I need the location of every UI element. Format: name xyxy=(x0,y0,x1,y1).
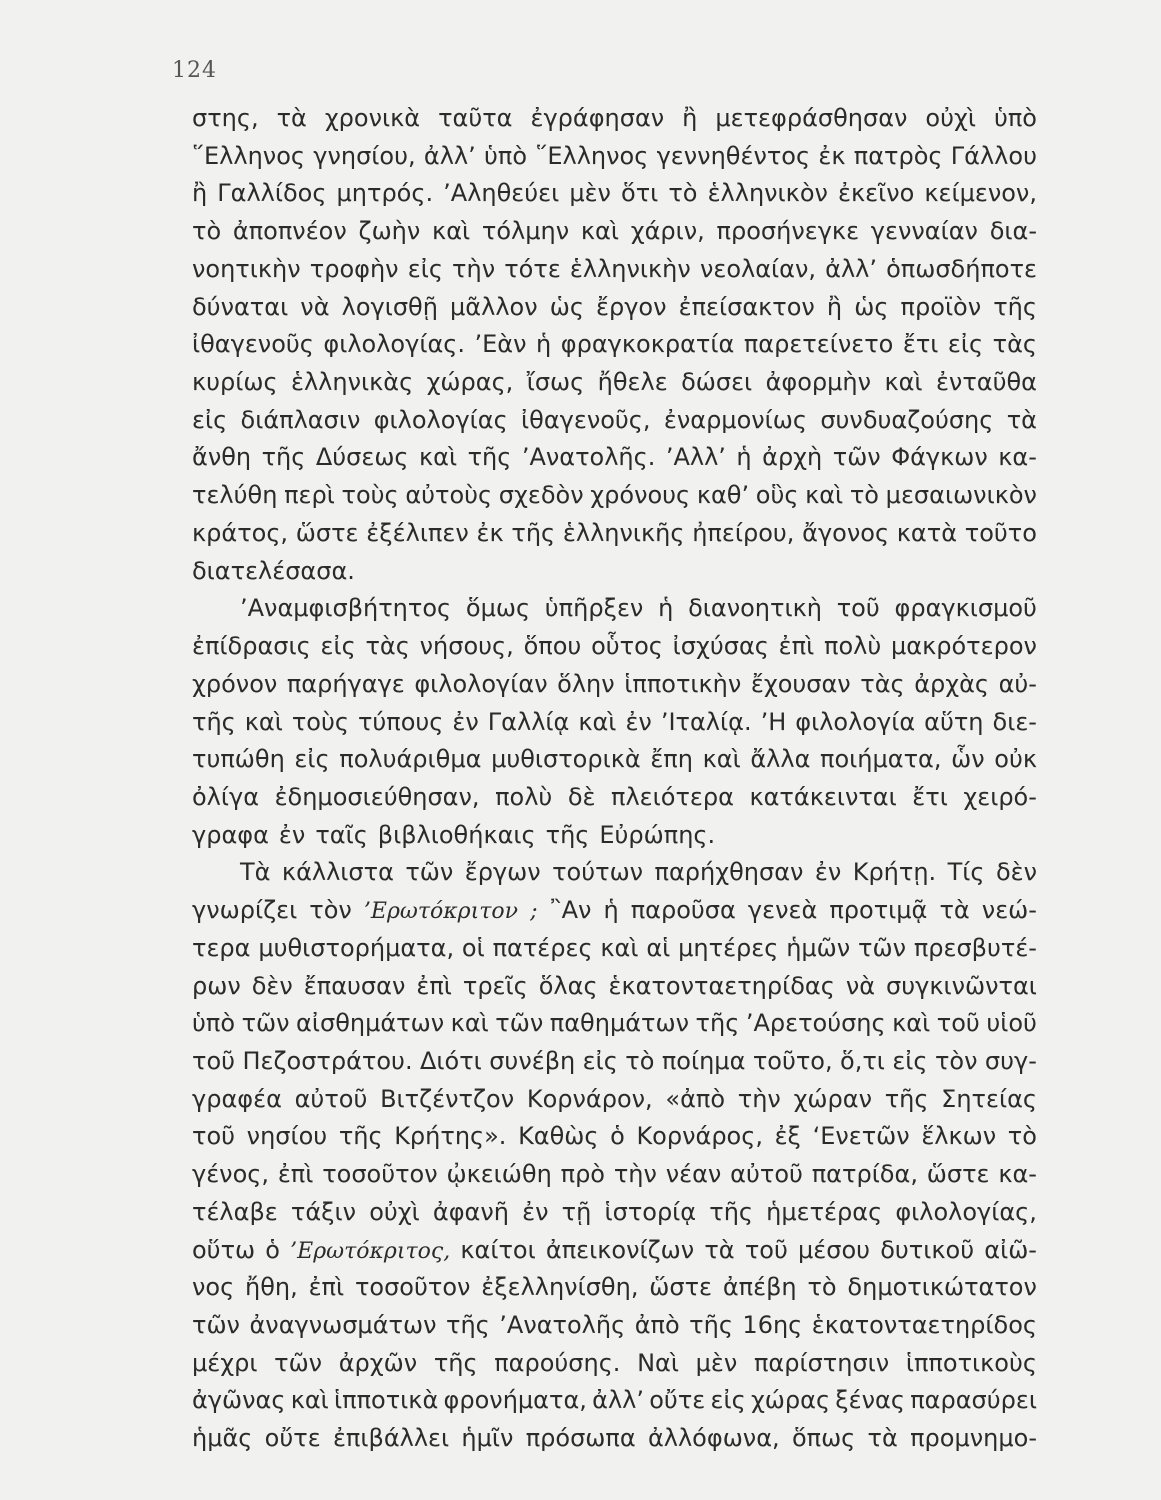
text-line: ἀγῶνας καὶ ἱπποτικὰ φρονήματα, ἀλλ’ οὔτε εἰς χώρας ξένας παρασύρει xyxy=(192,1386,1037,1415)
text-line: ῞Ελληνος γνησίου, ἀλλ’ ὑπὸ ῞Ελληνος γεννηθέντος ἐκ πατρὸς Γάλλου xyxy=(192,141,1037,170)
text-line: στης, τὰ χρονικὰ ταῦτα ἐγράφησαν ἢ μετεφράσθησαν οὐχὶ ὑπὸ xyxy=(192,104,1037,132)
text-line: ἡμᾶς οὔτε ἐπιβάλλει ἡμῖν πρόσωπα ἀλλόφωνα, ὅπως τὰ προμνημο- xyxy=(192,1424,1037,1453)
text-line: τῆς καὶ τοὺς τύπους ἐν Γαλλίᾳ καὶ ἐν ’Ιταλίᾳ. ’Η φιλολογία αὕτη διε- xyxy=(192,707,1037,736)
text-line: γένος, ἐπὶ τοσοῦτον ᾠκειώθη πρὸ τὴν νέαν αὐτοῦ πατρίδα, ὥστε κα- xyxy=(192,1160,1037,1189)
text-line: χρόνον παρήγαγε φιλολογίαν ὅλην ἱπποτικὴν ἔχουσαν τὰς ἀρχὰς αὐ- xyxy=(192,669,1037,698)
text-line: τῶν ἀναγνωσμάτων τῆς ’Ανατολῆς ἀπὸ τῆς 16ης ἑκατονταετηρίδος xyxy=(192,1311,1037,1339)
text-line: διατελέσασα. xyxy=(192,556,355,585)
text-line: κυρίως ἑλληνικὰς χώρας, ἴσως ἤθελε δώσει ἀφορμὴν καὶ ἐνταῦθα xyxy=(192,368,1037,397)
text-line: ὑπὸ τῶν αἰσθημάτων καὶ τῶν παθημάτων τῆς ’Αρετούσης καὶ τοῦ υἱοῦ xyxy=(192,1009,1037,1038)
text-line: τέλαβε τάξιν οὐχὶ ἀφανῆ ἐν τῇ ἱστορίᾳ τῆς ἡμετέρας φιλολογίας, xyxy=(192,1197,1037,1226)
text-line: τὸ ἀποπνέον ζωὴν καὶ τόλμην καὶ χάριν, προσήνεγκε γενναίαν δια- xyxy=(192,217,1037,246)
page-number: 124 xyxy=(172,58,217,83)
text-line: Τὰ κάλλιστα τῶν ἔργων τούτων παρήχθησαν ἐν Κρήτῃ. Τίς δὲν xyxy=(240,858,1037,887)
text-line: μέχρι τῶν ἀρχῶν τῆς παρούσης. Ναὶ μὲν παρίστησιν ἱπποτικοὺς xyxy=(192,1348,1037,1377)
text-line: δύναται νὰ λογισθῇ μᾶλλον ὡς ἔργον ἐπείσακτον ἢ ὡς προϊὸν τῆς xyxy=(192,292,1037,321)
text-line: γραφα ἐν ταῖς βιβλιοθήκαις τῆς Εὐρώπης. xyxy=(192,820,716,849)
text-line: ’Αναμφισβήτητος ὅμως ὑπῆρξεν ἡ διανοητικὴ τοῦ φραγκισμοῦ xyxy=(240,594,1037,623)
text-line: ἄνθη τῆς Δύσεως καὶ τῆς ’Ανατολῆς. ’Αλλ’ ἡ ἀρχὴ τῶν Φάγκων κα- xyxy=(192,443,1037,472)
text-line: νος ἤθη, ἐπὶ τοσοῦτον ἐξελληνίσθη, ὥστε ἀπέβη τὸ δημοτικώτατον xyxy=(192,1273,1037,1302)
text-line: οὕτω ὁ ’Ερωτόκριτος, καίτοι ἀπεικονίζων τὰ τοῦ μέσου δυτικοῦ αἰῶ- xyxy=(192,1235,1037,1264)
text-line: τυπώθη εἰς πολυάριθμα μυθιστορικὰ ἔπη καὶ ἄλλα ποιήματα, ὧν οὐκ xyxy=(192,745,1037,774)
text-line: τοῦ Πεζοστράτου. Διότι συνέβη εἰς τὸ ποίημα τοῦτο, ὅ,τι εἰς τὸν συγ- xyxy=(192,1046,1037,1075)
body-text xyxy=(192,100,1037,1458)
text-line: ἢ Γαλλίδος μητρός. ’Αληθεύει μὲν ὅτι τὸ ἑλληνικὸν ἐκεῖνο κείμενον, xyxy=(192,179,1037,208)
text-line: εἰς διάπλασιν φιλολογίας ἰθαγενοῦς, ἐναρμονίως συνδυαζούσης τὰ xyxy=(192,405,1037,434)
text-line: τοῦ νησίου τῆς Κρήτης». Καθὼς ὁ Κορνάρος, ἐξ ‘Ενετῶν ἕλκων τὸ xyxy=(192,1122,1037,1151)
text-line: τελύθη περὶ τοὺς αὐτοὺς σχεδὸν χρόνους καθ’ οὓς καὶ τὸ μεσαιωνικὸν xyxy=(192,481,1037,510)
text-line: γραφέα αὐτοῦ Βιτζέντζον Κορνάρον, «ἀπὸ τὴν χώραν τῆς Σητείας xyxy=(192,1084,1037,1113)
text-line: τερα μυθιστορήματα, οἱ πατέρες καὶ αἱ μητέρες ἡμῶν τῶν πρεσβυτέ- xyxy=(192,933,1037,962)
text-line: νοητικὴν τροφὴν εἰς τὴν τότε ἑλληνικὴν νεολαίαν, ἀλλ’ ὁπωσδήποτε xyxy=(192,254,1037,283)
text-line: ἐπίδρασις εἰς τὰς νήσους, ὅπου οὗτος ἰσχύσας ἐπὶ πολὺ μακρότερον xyxy=(192,632,1037,661)
text-line: ρων δὲν ἔπαυσαν ἐπὶ τρεῖς ὅλας ἑκατονταετηρίδας νὰ συγκινῶνται xyxy=(192,971,1037,1000)
text-line: γνωρίζει τὸν ’Ερωτόκριτον ; ῍Αν ἡ παροῦσα γενεὰ προτιμᾷ τὰ νεώ- xyxy=(192,896,1037,925)
text-line: κράτος, ὥστε ἐξέλιπεν ἐκ τῆς ἑλληνικῆς ἠπείρου, ἄγονος κατὰ τοῦτο xyxy=(192,518,1037,547)
text-line: ὀλίγα ἐδημοσιεύθησαν, πολὺ δὲ πλειότερα κατάκεινται ἔτι χειρό- xyxy=(192,782,1037,811)
text-line: ἰθαγενοῦς φιλολογίας. ’Εὰν ἡ φραγκοκρατία παρετείνετο ἔτι εἰς τὰς xyxy=(192,330,1037,359)
